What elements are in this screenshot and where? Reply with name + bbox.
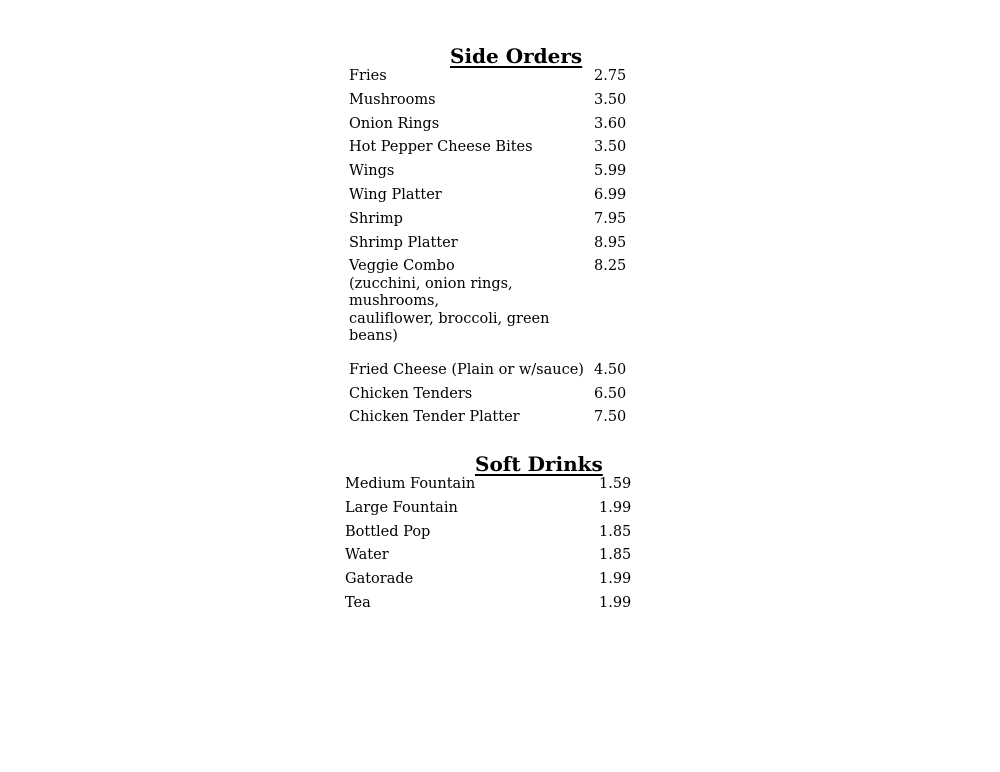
menu-item [345,524,675,542]
item-price: 1.99 [599,594,632,611]
item-name: Gatorade [345,571,414,588]
item-price: 4.50 [594,361,627,378]
item-price: 6.50 [594,385,627,402]
item-name: Hot Pepper Cheese Bites [349,139,533,156]
menu-item [349,235,669,253]
item-price: 1.59 [599,476,632,492]
item-price: 3.50 [594,91,627,108]
soft-drinks-list [345,476,675,612]
side-orders-title: Side Orders [450,44,583,68]
item-name: Chicken Tender Platter [349,409,520,426]
menu-item [345,500,675,518]
menu-item [349,362,669,380]
menu-item [349,92,669,110]
side-orders-section [349,44,669,433]
item-name: Fries [349,68,387,84]
item-name: Large Fountain [345,499,458,516]
item-name: Shrimp [349,210,403,227]
item-price: 3.50 [594,139,627,156]
item-price: 2.75 [594,68,627,84]
menu-item [349,116,669,134]
item-price: 6.99 [594,186,627,203]
menu-item [349,386,669,404]
item-name-with-description [349,258,594,346]
item-price: 1.99 [599,499,632,516]
menu-item [345,547,675,565]
menu-item [345,595,675,613]
item-name: Wings [349,163,395,180]
soft-drinks-title: Soft Drinks [475,452,603,476]
item-name: Tea [345,594,371,611]
side-orders-list [349,68,669,427]
item-name: Mushrooms [349,91,436,108]
item-name: Veggie Combo [349,258,455,275]
item-price: 8.95 [594,234,627,251]
item-price: 7.95 [594,210,627,227]
item-name: Onion Rings [349,115,440,132]
menu-item [345,476,675,494]
menu-item [349,187,669,205]
item-price: 7.50 [594,409,627,426]
item-price: 1.85 [599,547,632,564]
item-price: 1.85 [599,523,632,540]
menu-item [349,163,669,181]
item-name: Chicken Tenders [349,385,473,402]
item-price: 1.99 [599,571,632,588]
item-price: 8.25 [594,258,627,275]
item-price: 5.99 [594,163,627,180]
item-description: cauliflower, broccoli, green beans) [349,310,550,345]
menu-item [349,258,669,346]
item-price: 3.60 [594,115,627,132]
menu-item [349,409,669,427]
item-name: Medium Fountain [345,476,476,492]
item-name: Water [345,547,389,564]
item-name: Fried Cheese (Plain or w/sauce) [349,361,584,378]
item-description: (zucchini, onion rings, mushrooms, [349,275,513,310]
item-name: Shrimp Platter [349,234,458,251]
item-name: Bottled Pop [345,523,431,540]
menu-item [345,571,675,589]
menu-item [349,68,669,86]
menu-item [349,139,669,157]
soft-drinks-section [345,452,675,619]
item-name: Wing Platter [349,186,442,203]
menu-item [349,211,669,229]
